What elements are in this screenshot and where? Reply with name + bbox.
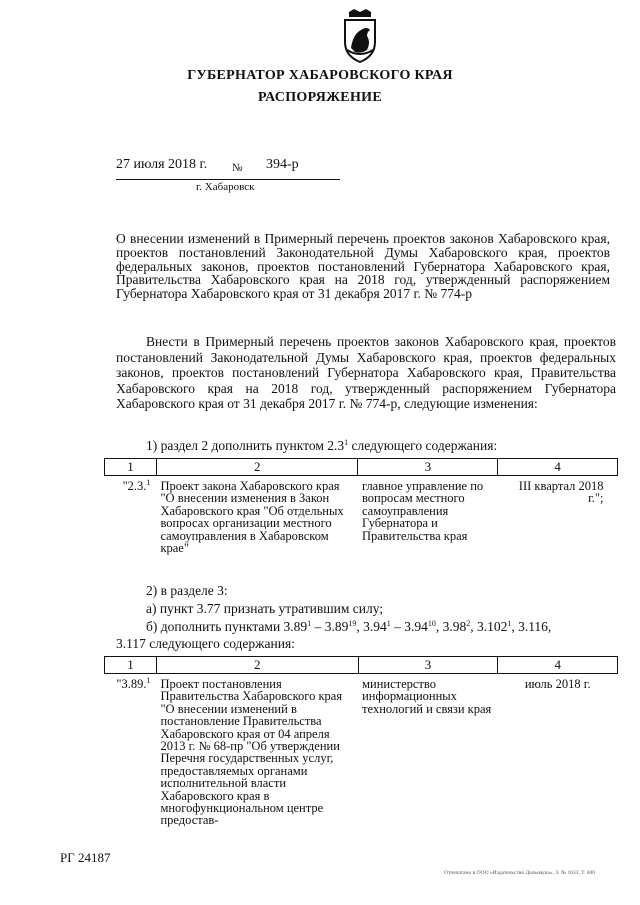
table-1-header-row	[105, 459, 618, 476]
table-2-row	[105, 674, 618, 827]
table-1-col-3: 3	[358, 459, 498, 476]
table-2-col-2: 2	[156, 657, 358, 674]
document-date: 27 июля 2018 г.	[116, 157, 208, 172]
amendment-table-2	[104, 656, 618, 827]
table-2-row-title: Проект постановления Правительства Хабаровского края "О внесении изменений в постановление Правительства Хабаровского края от 04 апреля 2013 г. № 68-пр "Об утверждении Перечня государственных услуг, предоставляемых органами исполнительной власти Хабаровского края в многофункциональном центре предостав-	[160, 677, 343, 828]
table-1-col-4: 4	[498, 459, 618, 476]
item-2a: а) пункт 3.77 признать утратившим силу;	[146, 601, 384, 616]
item-2b-text: – 3.89	[311, 619, 349, 634]
item-1-text-end: следующего содержания:	[348, 438, 498, 453]
item-2b-sup: 1	[507, 619, 512, 628]
item-2b-sup: 10	[427, 619, 436, 628]
table-2-row-responsible: министерство информационных технологий и связи края	[362, 677, 492, 716]
item-2b-text: , 3.102	[470, 619, 508, 634]
row-number-sup: 1	[146, 676, 151, 685]
item-1	[146, 438, 497, 453]
issuer-title: ГУБЕРНАТОР ХАБАРОВСКОГО КРАЯ	[187, 68, 453, 83]
item-2b-continuation: 3.117 следующего содержания:	[116, 636, 295, 651]
item-1-sup: 1	[344, 438, 349, 447]
table-2-row-number	[105, 674, 157, 827]
item-2b-sup: 1	[307, 619, 312, 628]
document-city: г. Хабаровск	[196, 181, 255, 193]
table-1-row-deadline: III квартал 2018 г.";	[518, 479, 604, 506]
amendment-table-1	[104, 458, 618, 554]
item-2: 2) в разделе 3:	[146, 583, 228, 598]
intro-paragraph: Внести в Примерный перечень проектов законов Хабаровского края, проектов постановлений Законодательной Думы Хабаровского края, проектов федеральных законов, проектов постановлений Губернатора Хабаровского края, Правительства Хабаровского края на 2018 год, утвержденный распоряжением Губернатора Хабаровского края от 31 декабря 2017 г. № 774-р, следующие изменения:	[116, 334, 616, 411]
table-1-row	[105, 476, 618, 555]
table-2-col-1: 1	[105, 657, 157, 674]
item-2b-text: , 3.94	[356, 619, 387, 634]
item-2b-text: , 3.98	[435, 619, 467, 634]
document-type: РАСПОРЯЖЕНИЕ	[258, 90, 382, 105]
item-2b-sup: 19	[348, 619, 357, 628]
table-2-col-3: 3	[358, 657, 498, 674]
item-1-text: 1) раздел 2 дополнить пунктом 2.3	[146, 438, 345, 453]
table-2-header-row	[105, 657, 618, 674]
table-2-col-4: 4	[498, 657, 618, 674]
table-2-row-deadline: июль 2018 г.	[524, 677, 591, 691]
row-number-text: "2.3.	[122, 479, 147, 493]
item-2b-text: – 3.94	[390, 619, 428, 634]
row-number-text: "3.89.	[116, 677, 147, 691]
item-2b-sup: 1	[386, 619, 391, 628]
item-2b	[146, 619, 551, 634]
item-2b-text: , 3.116,	[511, 619, 552, 634]
item-2b-text: б) дополнить пунктами 3.89	[146, 619, 308, 634]
printer-imprint: Отпечатано в ООО «Издательство Дальнаука», З. № 1633, Т. 600	[444, 870, 596, 876]
document-subject: О внесении изменений в Примерный перечень проектов законов Хабаровского края, проектов постановлений Законодательной Думы Хабаровского края, проектов федеральных законов, проектов постановлений Губернатора Хабаровского края, Правительства Хабаровского края на 2018 год, утвержденный распоряжением Губернатора Хабаровского края от 31 декабря 2017 г. № 774-р	[116, 231, 610, 302]
table-1-col-2: 2	[156, 459, 358, 476]
item-2b-sup: 2	[466, 619, 471, 628]
table-1-row-responsible: главное управление по вопросам местного самоуправления Губернатора и Правительства края	[361, 479, 484, 543]
table-1-row-number	[105, 476, 157, 555]
footer-code: РГ 24187	[60, 850, 111, 865]
row-number-sup: 1	[146, 478, 151, 487]
table-1-col-1: 1	[105, 459, 157, 476]
document-number: 394-р	[266, 157, 299, 172]
coat-of-arms-emblem	[337, 6, 383, 64]
number-sign: №	[232, 162, 243, 174]
table-1-row-title: Проект закона Хабаровского края "О внесении изменения в Закон Хабаровского края "Об отдельных вопросах организации местного самоуправления в Хабаровском крае"	[160, 479, 344, 556]
